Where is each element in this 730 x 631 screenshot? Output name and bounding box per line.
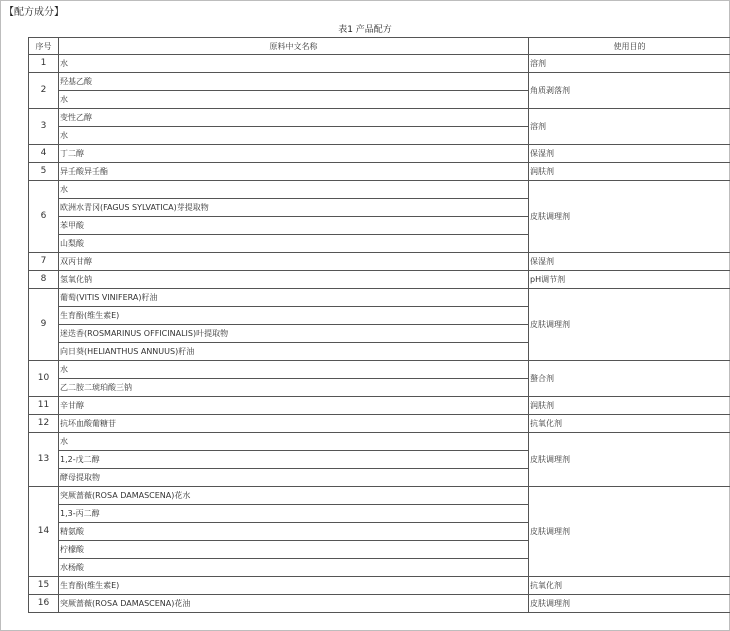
ingredient-name: 1,2-戊二醇 [59, 451, 529, 469]
ingredient-name: 酵母提取物 [59, 469, 529, 487]
row-number: 15 [29, 577, 59, 595]
table-row [29, 397, 730, 415]
ingredient-name: 突厥蔷薇(ROSA DAMASCENA)花水 [59, 487, 529, 505]
usage-purpose: 角质剥落剂 [529, 73, 730, 109]
ingredient-name: 苯甲酸 [59, 217, 529, 235]
row-number: 4 [29, 145, 59, 163]
row-number: 10 [29, 361, 59, 397]
usage-purpose: 润肤剂 [529, 397, 730, 415]
row-number: 1 [29, 55, 59, 73]
row-number: 5 [29, 163, 59, 181]
table-row [29, 433, 730, 451]
table-header-row [29, 38, 730, 55]
ingredient-name: 精氨酸 [59, 523, 529, 541]
usage-purpose: 皮肤调理剂 [529, 181, 730, 253]
ingredient-name: 变性乙醇 [59, 109, 529, 127]
usage-purpose: pH调节剂 [529, 271, 730, 289]
ingredient-name: 水 [59, 433, 529, 451]
table-row [29, 577, 730, 595]
table-row [29, 271, 730, 289]
table-caption: 表1 产品配方 [338, 25, 392, 35]
table-row [29, 487, 730, 505]
usage-purpose: 溶剂 [529, 55, 730, 73]
ingredient-name: 欧洲水青冈(FAGUS SYLVATICA)芽提取物 [59, 199, 529, 217]
table-row [29, 361, 730, 379]
usage-purpose: 润肤剂 [529, 163, 730, 181]
ingredient-name: 生育酚(维生素E) [59, 577, 529, 595]
table-row [29, 73, 730, 91]
ingredient-name: 丁二醇 [59, 145, 529, 163]
row-number: 2 [29, 73, 59, 109]
ingredient-name: 水杨酸 [59, 559, 529, 577]
usage-purpose: 皮肤调理剂 [529, 289, 730, 361]
table-row [29, 415, 730, 433]
table-row [29, 253, 730, 271]
row-number: 9 [29, 289, 59, 361]
usage-purpose: 保湿剂 [529, 145, 730, 163]
ingredient-name: 羟基乙酸 [59, 73, 529, 91]
row-number: 3 [29, 109, 59, 145]
table-row [29, 109, 730, 127]
row-number: 11 [29, 397, 59, 415]
usage-purpose: 皮肤调理剂 [529, 487, 730, 577]
usage-purpose: 抗氧化剂 [529, 415, 730, 433]
ingredient-name: 迷迭香(ROSMARINUS OFFICINALIS)叶提取物 [59, 325, 529, 343]
row-number: 6 [29, 181, 59, 253]
ingredient-name: 水 [59, 181, 529, 199]
row-number: 12 [29, 415, 59, 433]
row-number: 16 [29, 595, 59, 613]
ingredient-name: 突厥蔷薇(ROSA DAMASCENA)花油 [59, 595, 529, 613]
ingredient-name: 柠檬酸 [59, 541, 529, 559]
ingredient-name: 乙二胺二琥珀酸三钠 [59, 379, 529, 397]
row-number: 13 [29, 433, 59, 487]
ingredient-name: 辛甘醇 [59, 397, 529, 415]
table-row [29, 55, 730, 73]
table-row [29, 289, 730, 307]
ingredient-name: 水 [59, 361, 529, 379]
column-header-no: 序号 [29, 38, 59, 55]
usage-purpose: 保湿剂 [529, 253, 730, 271]
table-row [29, 163, 730, 181]
table-row [29, 145, 730, 163]
ingredient-name: 水 [59, 127, 529, 145]
usage-purpose: 抗氧化剂 [529, 577, 730, 595]
ingredient-name: 抗坏血酸葡糖苷 [59, 415, 529, 433]
ingredient-name: 异壬酸异壬酯 [59, 163, 529, 181]
usage-purpose: 溶剂 [529, 109, 730, 145]
ingredient-name: 双丙甘醇 [59, 253, 529, 271]
ingredient-name: 水 [59, 91, 529, 109]
row-number: 7 [29, 253, 59, 271]
ingredient-name: 水 [59, 55, 529, 73]
column-header-ingredient: 原料中文名称 [59, 38, 529, 55]
ingredient-name: 氢氧化钠 [59, 271, 529, 289]
ingredient-name: 生育酚(维生素E) [59, 307, 529, 325]
section-heading: 【配方成分】 [4, 7, 64, 18]
ingredient-name: 1,3-丙二醇 [59, 505, 529, 523]
ingredient-name: 向日葵(HELIANTHUS ANNUUS)籽油 [59, 343, 529, 361]
row-number: 8 [29, 271, 59, 289]
ingredient-name: 山梨酸 [59, 235, 529, 253]
column-header-purpose: 使用目的 [529, 38, 730, 55]
formula-table [28, 37, 730, 613]
row-number: 14 [29, 487, 59, 577]
table-row [29, 181, 730, 199]
usage-purpose: 皮肤调理剂 [529, 595, 730, 613]
usage-purpose: 螯合剂 [529, 361, 730, 397]
usage-purpose: 皮肤调理剂 [529, 433, 730, 487]
ingredient-name: 葡萄(VITIS VINIFERA)籽油 [59, 289, 529, 307]
table-row [29, 595, 730, 613]
